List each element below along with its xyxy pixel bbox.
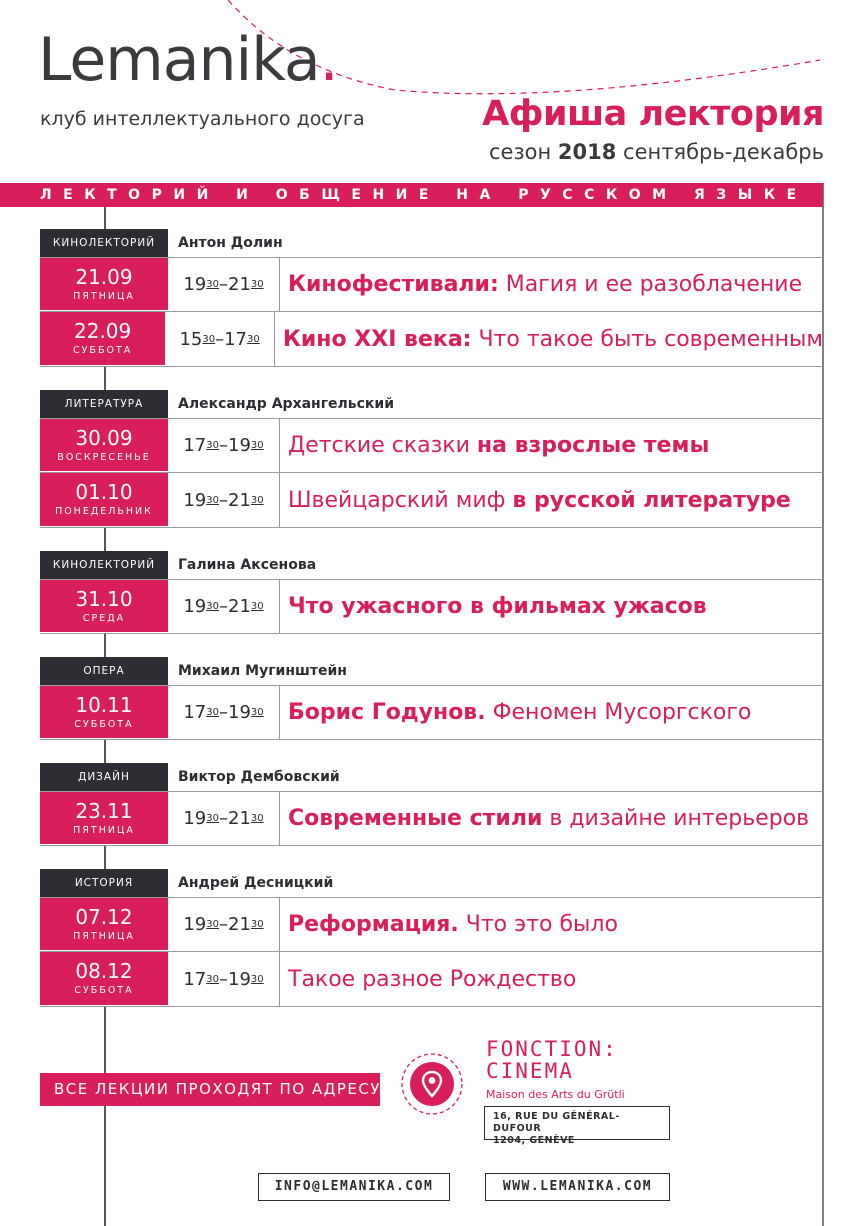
end-hour: 17 [224,328,247,350]
event-row [40,579,823,634]
lecturer-name: Виктор Дембовский [178,769,340,785]
event-date [40,258,168,311]
title-regular: Такое разное Рождество [288,966,577,992]
title-bold: Борис Годунов. [288,700,486,725]
end-minute: 30 [250,494,264,506]
event-row [40,952,823,1007]
event-group [40,869,823,1007]
brand-logo: Lemanika. [38,25,338,95]
time-dash: – [215,328,225,350]
end-minute: 30 [250,601,264,612]
end-minute: 30 [250,919,264,930]
date-number: 10.11 [75,692,133,717]
date-number: 01.10 [75,480,133,504]
category-badge: КИНОЛЕКТОРИЙ [40,551,168,579]
venue-name: FONCTION: CINEMA [486,1037,618,1083]
weekday: ВОСКРЕСЕНЬЕ [57,451,151,463]
weekday: СУББОТА [74,985,134,996]
end-hour: 19 [228,968,251,990]
email-link[interactable]: INFO@LEMANIKA.COM [258,1173,450,1201]
start-minute: 30 [206,973,219,985]
event-rows [40,685,823,740]
time-dash: – [219,596,228,617]
start-hour: 15 [179,328,203,350]
weekday: ПЯТНИЦА [73,290,135,302]
title-bold: Современные стили [288,806,543,831]
group-header [40,763,823,791]
end-hour: 21 [228,914,251,935]
group-header [40,229,823,257]
event-time [168,686,280,739]
start-hour: 19 [183,489,207,511]
event-title [280,580,823,633]
title-regular: Что это было [458,912,618,937]
date-number: 30.09 [75,425,133,450]
end-minute: 30 [250,279,264,290]
category-badge: ИСТОРИЯ [40,869,168,897]
start-minute: 30 [206,279,219,290]
weekday: ПЯТНИЦА [73,824,135,836]
date-number: 07.12 [75,904,133,929]
title-regular: в дизайне интерьеров [542,806,810,831]
end-hour: 21 [228,489,251,511]
event-title [280,952,823,1006]
start-hour: 19 [183,914,207,935]
start-hour: 19 [183,274,207,295]
end-hour: 21 [228,274,251,295]
start-hour: 17 [183,968,207,990]
event-row [40,473,823,528]
group-header [40,551,823,579]
category-badge: ОПЕРА [40,657,168,685]
title-bold: Кинофестивали: [288,272,499,297]
start-hour: 17 [183,435,207,456]
category-badge: КИНОЛЕКТОРИЙ [40,229,168,257]
date-number: 08.12 [75,959,133,983]
event-title [280,473,823,527]
event-time [168,258,280,311]
event-date [40,312,165,366]
weekday: ПОНЕДЕЛЬНИК [55,506,153,517]
event-rows [40,418,823,528]
event-rows [40,897,823,1007]
weekday: ПЯТНИЦА [73,930,135,942]
event-date [40,898,168,951]
date-number: 22.09 [74,319,132,343]
event-title [280,686,823,739]
event-date [40,473,168,527]
time-dash: – [219,968,228,990]
event-row [40,791,823,846]
title-bold: Что ужасного в фильмах ужасов [288,594,707,619]
start-hour: 17 [183,702,207,723]
date-number: 21.09 [75,264,133,289]
event-group [40,657,823,740]
event-date [40,952,168,1006]
weekday: СУББОТА [74,718,134,730]
section-banner: ЛЕКТОРИЙ И ОБЩЕНИЕ НА РУССКОМ ЯЗЫКЕ [0,183,823,207]
event-time [165,312,275,366]
title-regular: Феномен Мусоргского [485,700,752,725]
event-time [168,792,280,845]
time-dash: – [219,274,228,295]
lecturer-name: Александр Архангельский [178,396,395,412]
start-minute: 30 [206,440,219,451]
group-header [40,869,823,897]
title-regular: Швейцарский миф [288,487,513,513]
event-group [40,390,823,528]
event-title [280,419,823,472]
event-row [40,312,823,367]
start-minute: 30 [206,601,219,612]
event-rows [40,791,823,846]
start-minute: 30 [206,919,219,930]
event-group [40,763,823,846]
time-dash: – [219,808,228,829]
start-minute: 30 [206,813,219,824]
group-header [40,390,823,418]
event-date [40,792,168,845]
event-row [40,418,823,473]
event-date [40,686,168,739]
website-link[interactable]: WWW.LEMANIKA.COM [485,1173,670,1201]
time-dash: – [219,914,228,935]
end-minute: 30 [250,707,264,718]
end-hour: 19 [228,435,251,456]
lecturer-name: Антон Долин [178,235,283,251]
time-dash: – [219,489,228,511]
event-time [168,952,280,1006]
location-pin-icon [400,1052,464,1116]
title-bold: на взрослые темы [476,433,710,458]
title-bold: в русской литературе [512,487,791,513]
event-time [168,580,280,633]
event-group [40,551,823,634]
event-row [40,257,823,312]
event-title [280,898,823,951]
lecturer-name: Галина Аксенова [178,557,317,573]
category-badge: ДИЗАЙН [40,763,168,791]
end-minute: 30 [250,973,264,985]
event-rows [40,579,823,634]
start-minute: 30 [202,333,216,345]
start-minute: 30 [206,707,219,718]
brand-tagline: клуб интеллектуального досуга [40,108,365,130]
category-badge: ЛИТЕРАТУРА [40,390,168,418]
event-date [40,580,168,633]
venue-subtitle: Maison des Arts du Grütli [486,1088,625,1101]
weekday: СРЕДА [82,612,126,624]
event-title [280,792,823,845]
time-dash: – [219,435,228,456]
start-minute: 30 [206,494,219,506]
event-title [275,312,823,366]
end-hour: 21 [228,808,251,829]
group-header [40,657,823,685]
start-hour: 19 [183,596,207,617]
event-row [40,685,823,740]
street-address: 16, RUE DU GÉNÉRAL-DUFOUR 1204, GENÈVE [484,1106,670,1140]
event-group [40,229,823,367]
title-regular: Магия и ее разоблачение [498,272,803,297]
event-title [280,258,823,311]
event-time [168,419,280,472]
time-dash: – [219,702,228,723]
start-hour: 19 [183,808,207,829]
event-time [168,473,280,527]
address-label: ВСЕ ЛЕКЦИИ ПРОХОДЯТ ПО АДРЕСУ: [40,1073,380,1106]
poster-title: Афиша лектория [482,94,824,134]
end-hour: 19 [228,702,251,723]
event-rows [40,257,823,367]
title-regular: Что такое быть современным [471,326,823,352]
event-row [40,897,823,952]
end-hour: 21 [228,596,251,617]
weekday: СУББОТА [73,345,133,356]
end-minute: 30 [246,333,260,345]
lecturer-name: Михаил Мугинштейн [178,663,347,679]
season-line: сезон 2018 сентябрь-декабрь [489,140,824,164]
title-bold: Реформация. [288,912,459,937]
event-time [168,898,280,951]
end-minute: 30 [250,440,264,451]
event-date [40,419,168,472]
date-number: 23.11 [75,798,133,823]
lecturer-name: Андрей Десницкий [178,875,334,891]
title-regular: Детские сказки [288,433,477,458]
end-minute: 30 [250,813,264,824]
title-bold: Кино XXI века: [282,326,472,352]
date-number: 31.10 [75,586,133,611]
